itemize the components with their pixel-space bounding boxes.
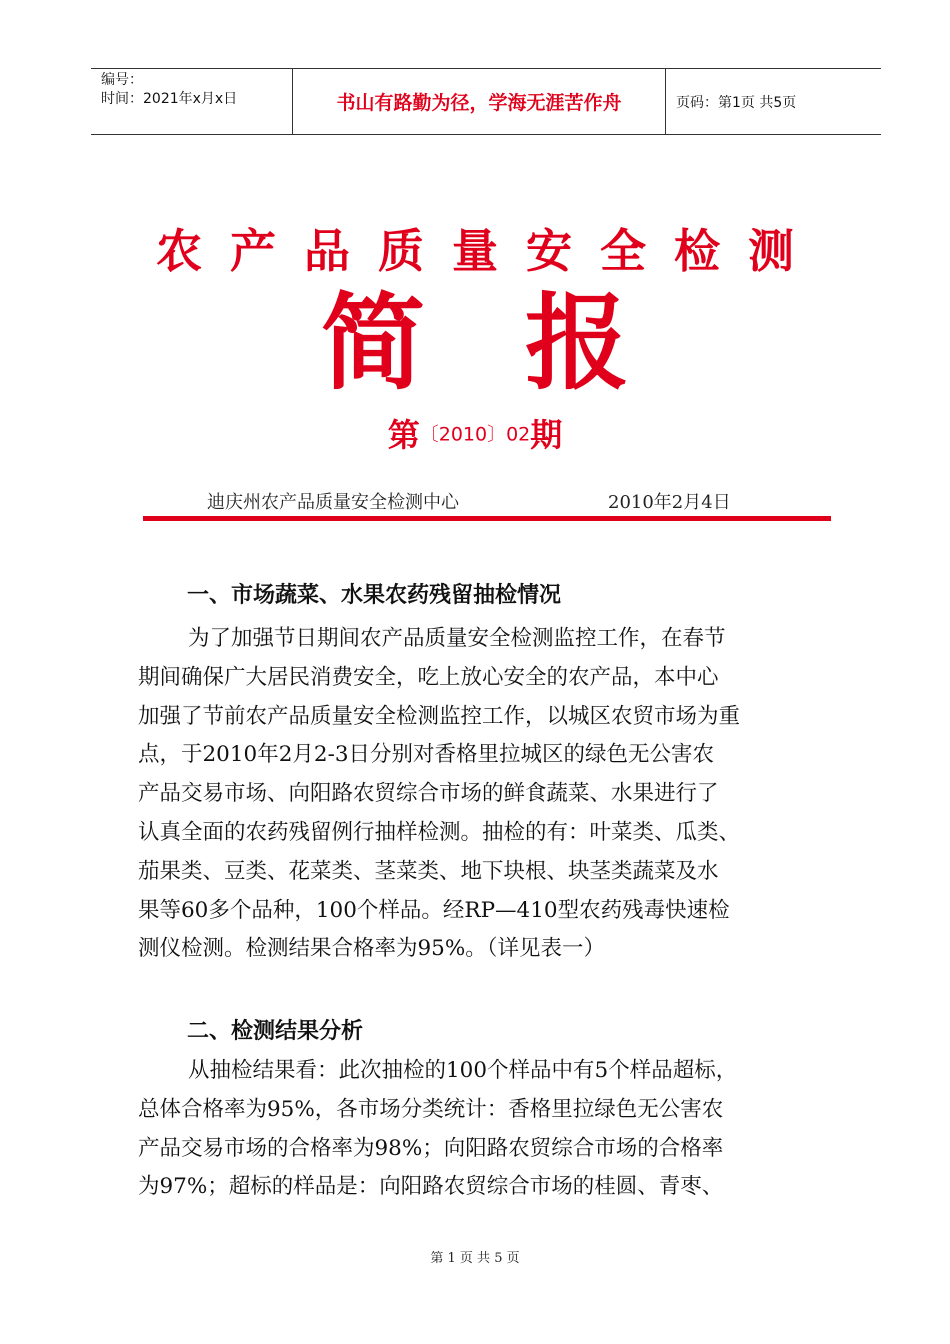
paragraph-line: 认真全面的农药残留例行抽样检测。抽检的有：叶菜类、瓜类、 [138, 819, 741, 845]
time-label: 时间：2021年x月x日 [101, 91, 238, 107]
paragraph-line: 茄果类、豆类、花菜类、茎菜类、地下块根、块茎类蔬菜及水 [138, 858, 719, 884]
issue-value: 〔2010〕02 [419, 423, 531, 446]
paragraph-line: 果等60多个品种，100个样品。经RP—410型农药残毒快速检 [138, 897, 730, 923]
header-page-info: 页码：第1页 共5页 [676, 94, 797, 111]
title-main: 农产品质量安全检测 [156, 224, 822, 278]
header-motto: 书山有路勤为径，学海无涯苦作舟 [293, 69, 666, 134]
paragraph-line: 期间确保广大居民消费安全，吃上放心安全的农产品，本中心 [138, 664, 719, 690]
paragraph-line: 测仪检测。检测结果合格率为95%。（详见表一） [138, 936, 606, 962]
paragraph-line: 为97%；超标的样品是：向阳路农贸综合市场的桂圆、青枣、 [138, 1174, 724, 1200]
paragraph-line: 点，于2010年2月2-3日分别对香格里拉城区的绿色无公害农 [138, 742, 715, 768]
section2-body [138, 1052, 850, 1207]
paragraph-line: 为了加强节日期间农产品质量安全检测监控工作，在春节 [188, 626, 726, 651]
issue-prefix: 第 [387, 416, 420, 454]
number-label: 编号： [101, 72, 143, 88]
section1-body [138, 620, 850, 969]
publish-date: 2010年2月4日 [608, 492, 731, 513]
paragraph-line: 从抽检结果看：此次抽检的100个样品中有5个样品超标， [188, 1058, 738, 1083]
header-table [91, 68, 881, 135]
issue-suffix: 期 [530, 416, 563, 454]
title-bulletin: 简报 [320, 281, 729, 404]
paragraph-line: 产品交易市场的合格率为98%；向阳路农贸综合市场的合格率 [138, 1135, 724, 1161]
header-left-cell [91, 69, 293, 134]
paragraph-line: 加强了节前农产品质量安全检测监控工作，以城区农贸市场为重 [138, 703, 741, 729]
paragraph-line: 总体合格率为95%，各市场分类统计：香格里拉绿色无公害农 [138, 1096, 724, 1122]
section2-heading: 二、检测结果分析 [187, 1019, 364, 1044]
red-divider [143, 516, 831, 521]
paragraph-line: 产品交易市场、向阳路农贸综合市场的鲜食蔬菜、水果进行了 [138, 781, 719, 807]
issue-number [0, 410, 950, 456]
section1-heading: 一、市场蔬菜、水果农药残留抽检情况 [187, 583, 562, 608]
organization: 迪庆州农产品质量安全检测中心 [207, 492, 459, 513]
page-footer: 第 1 页 共 5 页 [430, 1251, 520, 1266]
